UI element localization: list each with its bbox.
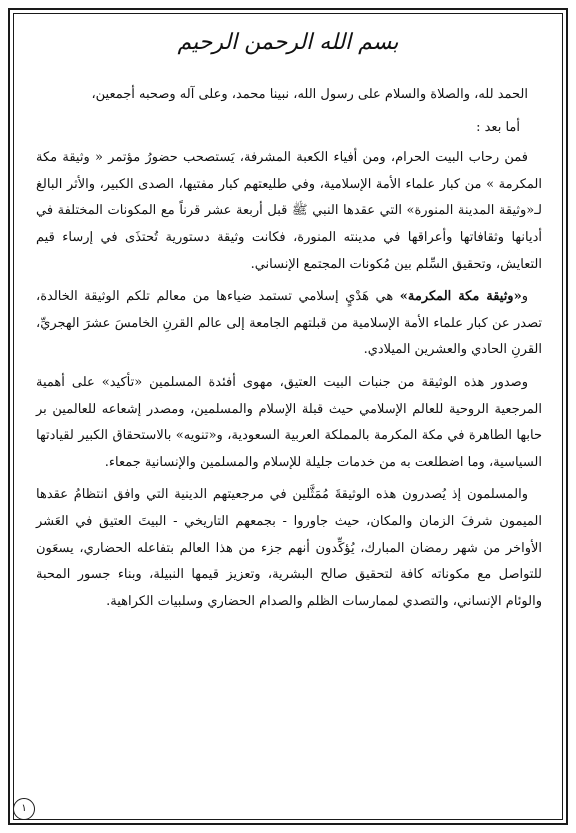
paragraph-opening: الحمد لله، والصلاة والسلام على رسول الله، نبينا محمد، وعلى آله وصحبه أجمعين، xyxy=(91,87,528,102)
page-number-badge: ١ xyxy=(13,798,35,820)
document-title-bold: «وثيقة مكة المكرمة» xyxy=(399,289,522,305)
paragraph-makkah-document xyxy=(36,284,542,364)
paragraph-amma-baad: أما بعد : xyxy=(476,119,520,135)
paragraph-muslims: والمسلمون إذ يُصدرون هذه الوثيقةَ مُمَثَّلين في مرجعيتهم الدينية التي وافق انتظامُ عقدها الميمون شرفَ الزمان والمكان، حيث جاوروا - بجمعهم التاريخي - البيتَ العتيق في العَشر الأواخر من شهر رمضان المبارك، يُؤكِّدون أنهم جزء من هذا العالم بتفاعله الحضاري، يسعَون للتواصل مع مكوناته كافة لتحقيق صالح البشرية، وتعزيز قيمها النبيلة، وبناء جسور المحبة والوئام الإنساني، والتصدي لممارسات الظلم والصدام الحضاري وسلبيات الكراهية. xyxy=(36,487,542,609)
basmala-calligraphy: بسم الله الرحمن الرحيم xyxy=(177,30,399,55)
paragraph-intro: فمن رحاب البيت الحرام، ومن أفياء الكعبة المشرفة، يَستصحب حضورُ مؤتمر « وثيقة مكة المكرمة » من كبار علماء الأمة الإسلامية، وفي طليعتهم كبار مفتيها، الصدى الكبير، والأثر البالغ لـ«وثيقة المدينة المنورة» التي عقدها النبي ﷺ قبل أربعة عشر قرناً مع المكونات المختلفة في أديانها وثقافاتها وأعراقها في مدينته المنورة، فكانت وثيقة دستورية تُحتذَى في إرساء قيم التعايش، وتحقيق السِّلم بين مُكونات المجتمع الإنساني. xyxy=(36,150,542,272)
paragraph-issuance: وصدور هذه الوثيقة من جنبات البيت العتيق، مهوى أفئدة المسلمين «تأكيد» على أهمية المرجعية الروحية للعالم الإسلامي حيث قبلة الإسلام والمسلمين، ومصدر إشعاعه للعالمين بر حابها الطاهرة في مكة المكرمة بالمملكة العربية السعودية، و«تنويه» بالاستحقاق الكبير لقيادتها السياسية، وما اضطلعت به من خدمات جليلة للإسلام والمسلمين والإنسانية جمعاء. xyxy=(36,374,542,470)
document-body xyxy=(36,82,542,621)
paragraph-text: هي هَدْيٍ إسلامي تستمد ضياءها من معالم تلكم الوثيقة الخالدة، تصدر عن كبار علماء الأمة الإسلامية من قبلتهم الجامعة إلى عالم القرنِ الخامسَ عشرَ الهجريِّ، القرنِ الحادي والعشرين الميلادي. xyxy=(36,289,542,358)
paragraph-prefix: و xyxy=(521,289,528,305)
